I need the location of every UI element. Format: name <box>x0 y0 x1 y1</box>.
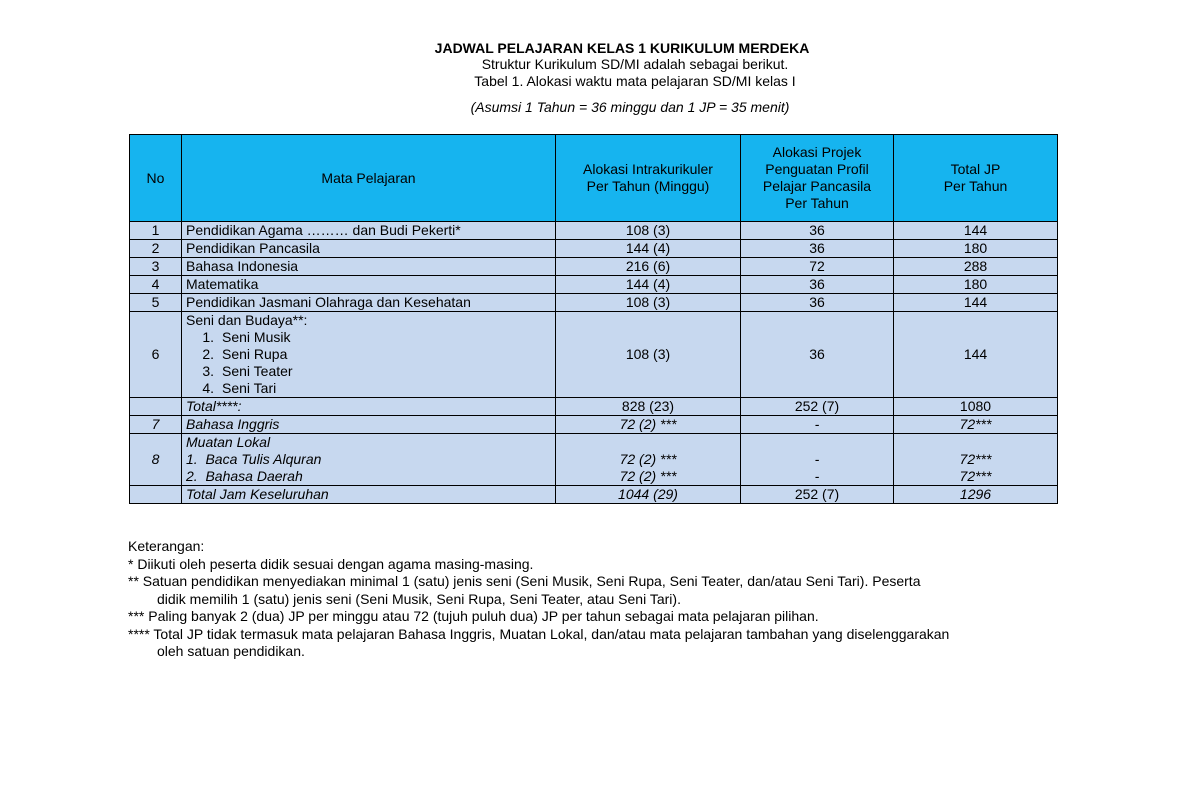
grand-total-row <box>130 486 1058 504</box>
note-4-continued: oleh satuan pendidikan. <box>157 643 305 659</box>
col-header-total <box>894 135 1058 222</box>
page-title: JADWAL PELAJARAN KELAS 1 KURIKULUM MERDEKA <box>434 40 810 56</box>
col-header-intrakurikuler <box>556 135 741 222</box>
cell-total: 144 <box>894 312 1058 398</box>
cell-no: 5 <box>130 294 182 312</box>
table-caption-prefix: Tabel 1 <box>474 73 520 89</box>
cell-intra: 216 (6) <box>556 258 741 276</box>
cell-total: 180 <box>894 276 1058 294</box>
cell-subject: Bahasa Inggris <box>182 416 556 434</box>
subtotal-row <box>130 398 1058 416</box>
table-row-seni <box>130 312 1058 398</box>
cell-projek: - - <box>741 434 894 486</box>
cell-intra: 144 (4) <box>556 240 741 258</box>
cell-intra: 108 (3) <box>556 294 741 312</box>
table-row <box>130 222 1058 240</box>
seni-heading: Seni dan Budaya**: <box>186 312 308 328</box>
table-header-row <box>130 135 1058 222</box>
list-item: 3. Seni Teater <box>202 363 293 379</box>
cell-subject: Pendidikan Pancasila <box>182 240 556 258</box>
table-row-muatan-lokal <box>130 434 1058 486</box>
note-1: * Diikuti oleh peserta didik sesuai dengan agama masing-masing. <box>128 555 534 572</box>
cell-projek: 36 <box>741 276 894 294</box>
grand-total-intra: 1044 (29) <box>556 486 741 504</box>
cell-no: 4 <box>130 276 182 294</box>
cell-total: 72*** 72*** <box>894 434 1058 486</box>
cell-projek: - <box>741 416 894 434</box>
schedule-table <box>129 134 1058 504</box>
col-header-intra-line1: Alokasi Intrakurikuler <box>583 161 713 177</box>
notes-heading: Keterangan: <box>128 538 205 554</box>
assumption-note: (Asumsi 1 Tahun = 36 minggu dan 1 JP = 35 menit) <box>470 99 790 115</box>
cell-no: 2 <box>130 240 182 258</box>
list-item: 2. Seni Rupa <box>202 346 288 362</box>
cell-no: 8 <box>130 434 182 486</box>
col-header-projek-line2: Penguatan Profil <box>765 161 869 177</box>
cell-intra: 72 (2) *** 72 (2) *** <box>556 434 741 486</box>
muatan-heading: Muatan Lokal <box>186 434 271 450</box>
cell-no: 7 <box>130 416 182 434</box>
list-item: 4. Seni Tari <box>202 380 277 396</box>
cell-subject-seni <box>182 312 556 398</box>
cell-total: 72*** <box>894 416 1058 434</box>
seni-list <box>186 329 551 397</box>
cell-subject: Pendidikan Jasmani Olahraga dan Kesehatan <box>182 294 556 312</box>
cell-projek: 36 <box>741 294 894 312</box>
cell-no-empty <box>130 486 182 504</box>
cell-projek: 36 <box>741 312 894 398</box>
grand-total-label: Total Jam Keseluruhan <box>182 486 556 504</box>
note-2: ** Satuan pendidikan menyediakan minimal 1 (satu) jenis seni (Seni Musik, Seni Rupa, Seni Teater, dan/atau Seni Tari). Peserta <box>128 573 921 589</box>
subtotal-intra: 828 (23) <box>556 398 741 416</box>
grand-total-projek: 252 (7) <box>741 486 894 504</box>
grand-total-total: 1296 <box>894 486 1058 504</box>
cell-subject: Pendidikan Agama ……… dan Budi Pekerti* <box>182 222 556 240</box>
cell-subject: Matematika <box>182 276 556 294</box>
cell-projek: 72 <box>741 258 894 276</box>
cell-projek: 36 <box>741 240 894 258</box>
cell-intra: 144 (4) <box>556 276 741 294</box>
cell-intra: 72 (2) *** <box>556 416 741 434</box>
subtotal-projek: 252 (7) <box>741 398 894 416</box>
cell-no: 3 <box>130 258 182 276</box>
cell-subject-muatan <box>182 434 556 486</box>
col-header-projek-line1: Alokasi Projek <box>772 144 862 160</box>
cell-no: 1 <box>130 222 182 240</box>
list-item: 1. Seni Musik <box>202 329 291 345</box>
note-4: **** Total JP tidak termasuk mata pelajaran Bahasa Inggris, Muatan Lokal, dan/atau mata pelajaran tambahan yang diselenggarakan <box>128 625 950 642</box>
table-caption-text: . Alokasi waktu mata pelajaran SD/MI kelas I <box>519 73 796 89</box>
col-header-total-line1: Total JP <box>950 161 1001 177</box>
cell-total: 288 <box>894 258 1058 276</box>
col-header-projek <box>741 135 894 222</box>
list-item: 2. Bahasa Daerah <box>186 468 303 484</box>
notes-section <box>128 538 1168 661</box>
subtotal-total: 1080 <box>894 398 1058 416</box>
col-header-no: No <box>130 135 182 222</box>
cell-subject: Bahasa Indonesia <box>182 258 556 276</box>
cell-total: 144 <box>894 294 1058 312</box>
col-header-total-line2: Per Tahun <box>943 178 1008 194</box>
table-row <box>130 294 1058 312</box>
table-row <box>130 258 1058 276</box>
table-row <box>130 276 1058 294</box>
col-header-projek-line3: Pelajar Pancasila <box>762 178 872 194</box>
note-3: *** Paling banyak 2 (dua) JP per minggu atau 72 (tujuh puluh dua) JP per tahun sebagai mata pelajaran pilihan. <box>128 608 819 624</box>
subtotal-label: Total****: <box>182 398 556 416</box>
cell-intra: 108 (3) <box>556 312 741 398</box>
table-row <box>130 240 1058 258</box>
col-header-projek-line4: Per Tahun <box>785 195 849 211</box>
cell-total: 144 <box>894 222 1058 240</box>
table-row-inggris <box>130 416 1058 434</box>
subtitle: Struktur Kurikulum SD/MI adalah sebagai berikut. <box>481 56 789 72</box>
table-caption <box>35 72 1200 90</box>
col-header-intra-line2: Per Tahun (Minggu) <box>586 178 710 194</box>
list-item: 1. Baca Tulis Alquran <box>186 451 322 467</box>
cell-intra: 108 (3) <box>556 222 741 240</box>
col-header-subject: Mata Pelajaran <box>182 135 556 222</box>
note-2-continued: didik memilih 1 (satu) jenis seni (Seni Musik, Seni Rupa, Seni Teater, atau Seni Tari). <box>157 590 681 607</box>
cell-no-empty <box>130 398 182 416</box>
cell-total: 180 <box>894 240 1058 258</box>
cell-projek: 36 <box>741 222 894 240</box>
cell-no: 6 <box>130 312 182 398</box>
